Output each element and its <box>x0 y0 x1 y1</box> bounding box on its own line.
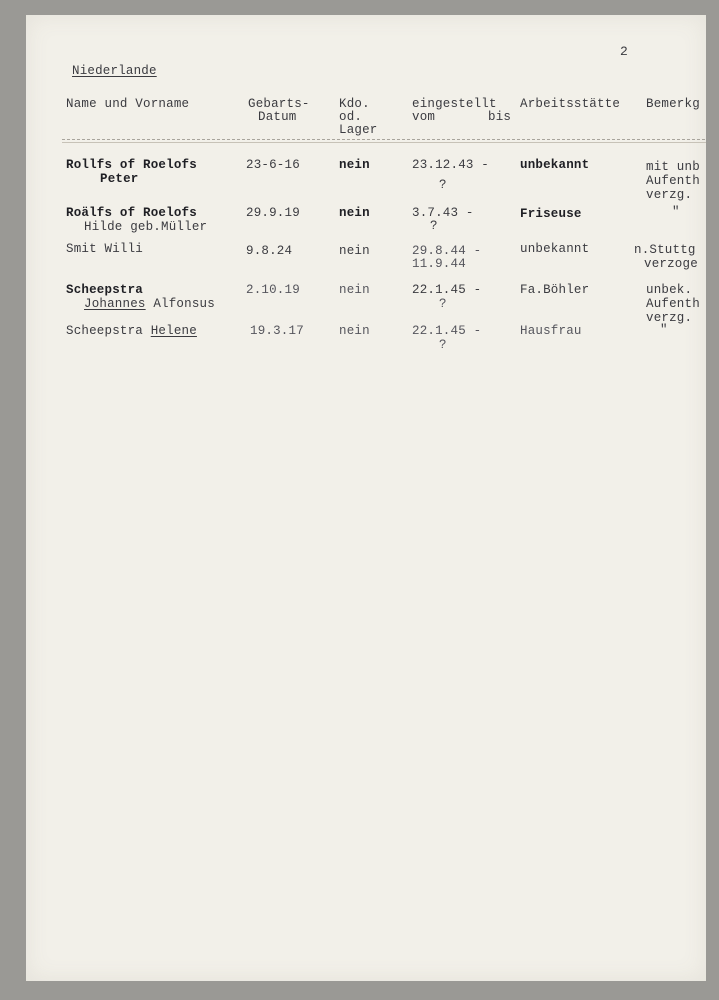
header-arbeitsstaette: Arbeitsstätte <box>520 97 621 111</box>
row-kdo-lager: nein <box>339 283 370 297</box>
row-arbeitsstaette: Hausfrau <box>520 324 582 338</box>
row-name: Smit Willi <box>66 242 144 256</box>
row-name-second-line <box>84 298 215 311</box>
header-kdo-3: Lager <box>339 123 378 137</box>
row-eingestellt-vom: 22.1.45 - <box>412 324 482 338</box>
row-bemerkung-1: " <box>672 205 680 219</box>
header-eingestellt-vom: vom <box>412 110 436 124</box>
row-kdo-lager: nein <box>339 244 370 258</box>
row-kdo-lager: nein <box>339 324 370 338</box>
row-arbeitsstaette: Friseuse <box>520 207 582 221</box>
row-name-surname: Scheepstra <box>66 324 151 338</box>
header-geburtsdatum-2: Datum <box>258 110 297 124</box>
row-geburtsdatum: 29.9.19 <box>246 206 300 220</box>
header-divider-dashed <box>62 139 706 140</box>
page-number: 2 <box>620 44 629 59</box>
header-geburtsdatum-1: Gebarts- <box>248 97 310 111</box>
row-name-underlined: Johannes <box>84 297 146 311</box>
document-page <box>26 15 706 981</box>
row-kdo-lager: nein <box>339 158 370 172</box>
header-kdo-1: Kdo. <box>339 97 370 111</box>
section-title: Niederlande <box>72 64 157 78</box>
row-name: Scheepstra <box>66 283 144 297</box>
row-arbeitsstaette: unbekannt <box>520 242 590 256</box>
row-bemerkung-2: Aufenth <box>646 297 700 311</box>
row-arbeitsstaette: unbekannt <box>520 158 590 172</box>
row-name-second-line: Peter <box>100 172 139 186</box>
row-eingestellt-vom: 29.8.44 - <box>412 244 482 258</box>
row-geburtsdatum: 19.3.17 <box>250 324 304 338</box>
row-name-underlined: Helene <box>150 324 197 338</box>
row-eingestellt-bis: ? <box>430 219 438 233</box>
row-eingestellt-vom: 23.12.43 - <box>412 158 490 172</box>
header-name: Name und Vorname <box>66 97 190 111</box>
row-bemerkung-1: " <box>660 323 668 337</box>
row-eingestellt-bis: ? <box>439 338 447 352</box>
row-eingestellt-bis: ? <box>439 297 447 311</box>
row-name-second-line: Hilde geb.Müller <box>84 220 208 234</box>
row-eingestellt-vom: 22.1.45 - <box>412 283 482 297</box>
row-bemerkung-3: verzg. <box>646 311 693 325</box>
row-bemerkung-2: Aufenth <box>646 174 700 188</box>
row-eingestellt-bis: ? <box>439 178 447 192</box>
row-geburtsdatum: 2.10.19 <box>246 283 300 297</box>
row-name: Roälfs of Roelofs <box>66 206 197 220</box>
row-name <box>66 325 197 338</box>
row-geburtsdatum: 23-6-16 <box>246 158 300 172</box>
row-geburtsdatum: 9.8.24 <box>246 244 293 258</box>
header-eingestellt: eingestellt <box>412 97 497 111</box>
row-bemerkung-1: n.Stuttg <box>634 243 696 257</box>
row-eingestellt-vom: 3.7.43 - <box>412 206 474 220</box>
header-kdo-2: od. <box>339 110 363 124</box>
header-divider <box>62 142 706 143</box>
row-eingestellt-bis: 11.9.44 <box>412 257 466 271</box>
row-bemerkung-1: unbek. <box>646 283 693 297</box>
row-bemerkung-1: mit unb <box>646 160 700 174</box>
header-eingestellt-bis: bis <box>488 110 512 124</box>
row-bemerkung-3: verzg. <box>646 188 693 202</box>
row-kdo-lager: nein <box>339 206 370 220</box>
header-bemerkung: Bemerkg <box>646 97 700 111</box>
row-name-rest: Alfonsus <box>145 297 215 311</box>
row-arbeitsstaette: Fa.Böhler <box>520 283 590 297</box>
row-name: Rollfs of Roelofs <box>66 158 197 172</box>
row-bemerkung-2: verzoge <box>644 257 698 271</box>
